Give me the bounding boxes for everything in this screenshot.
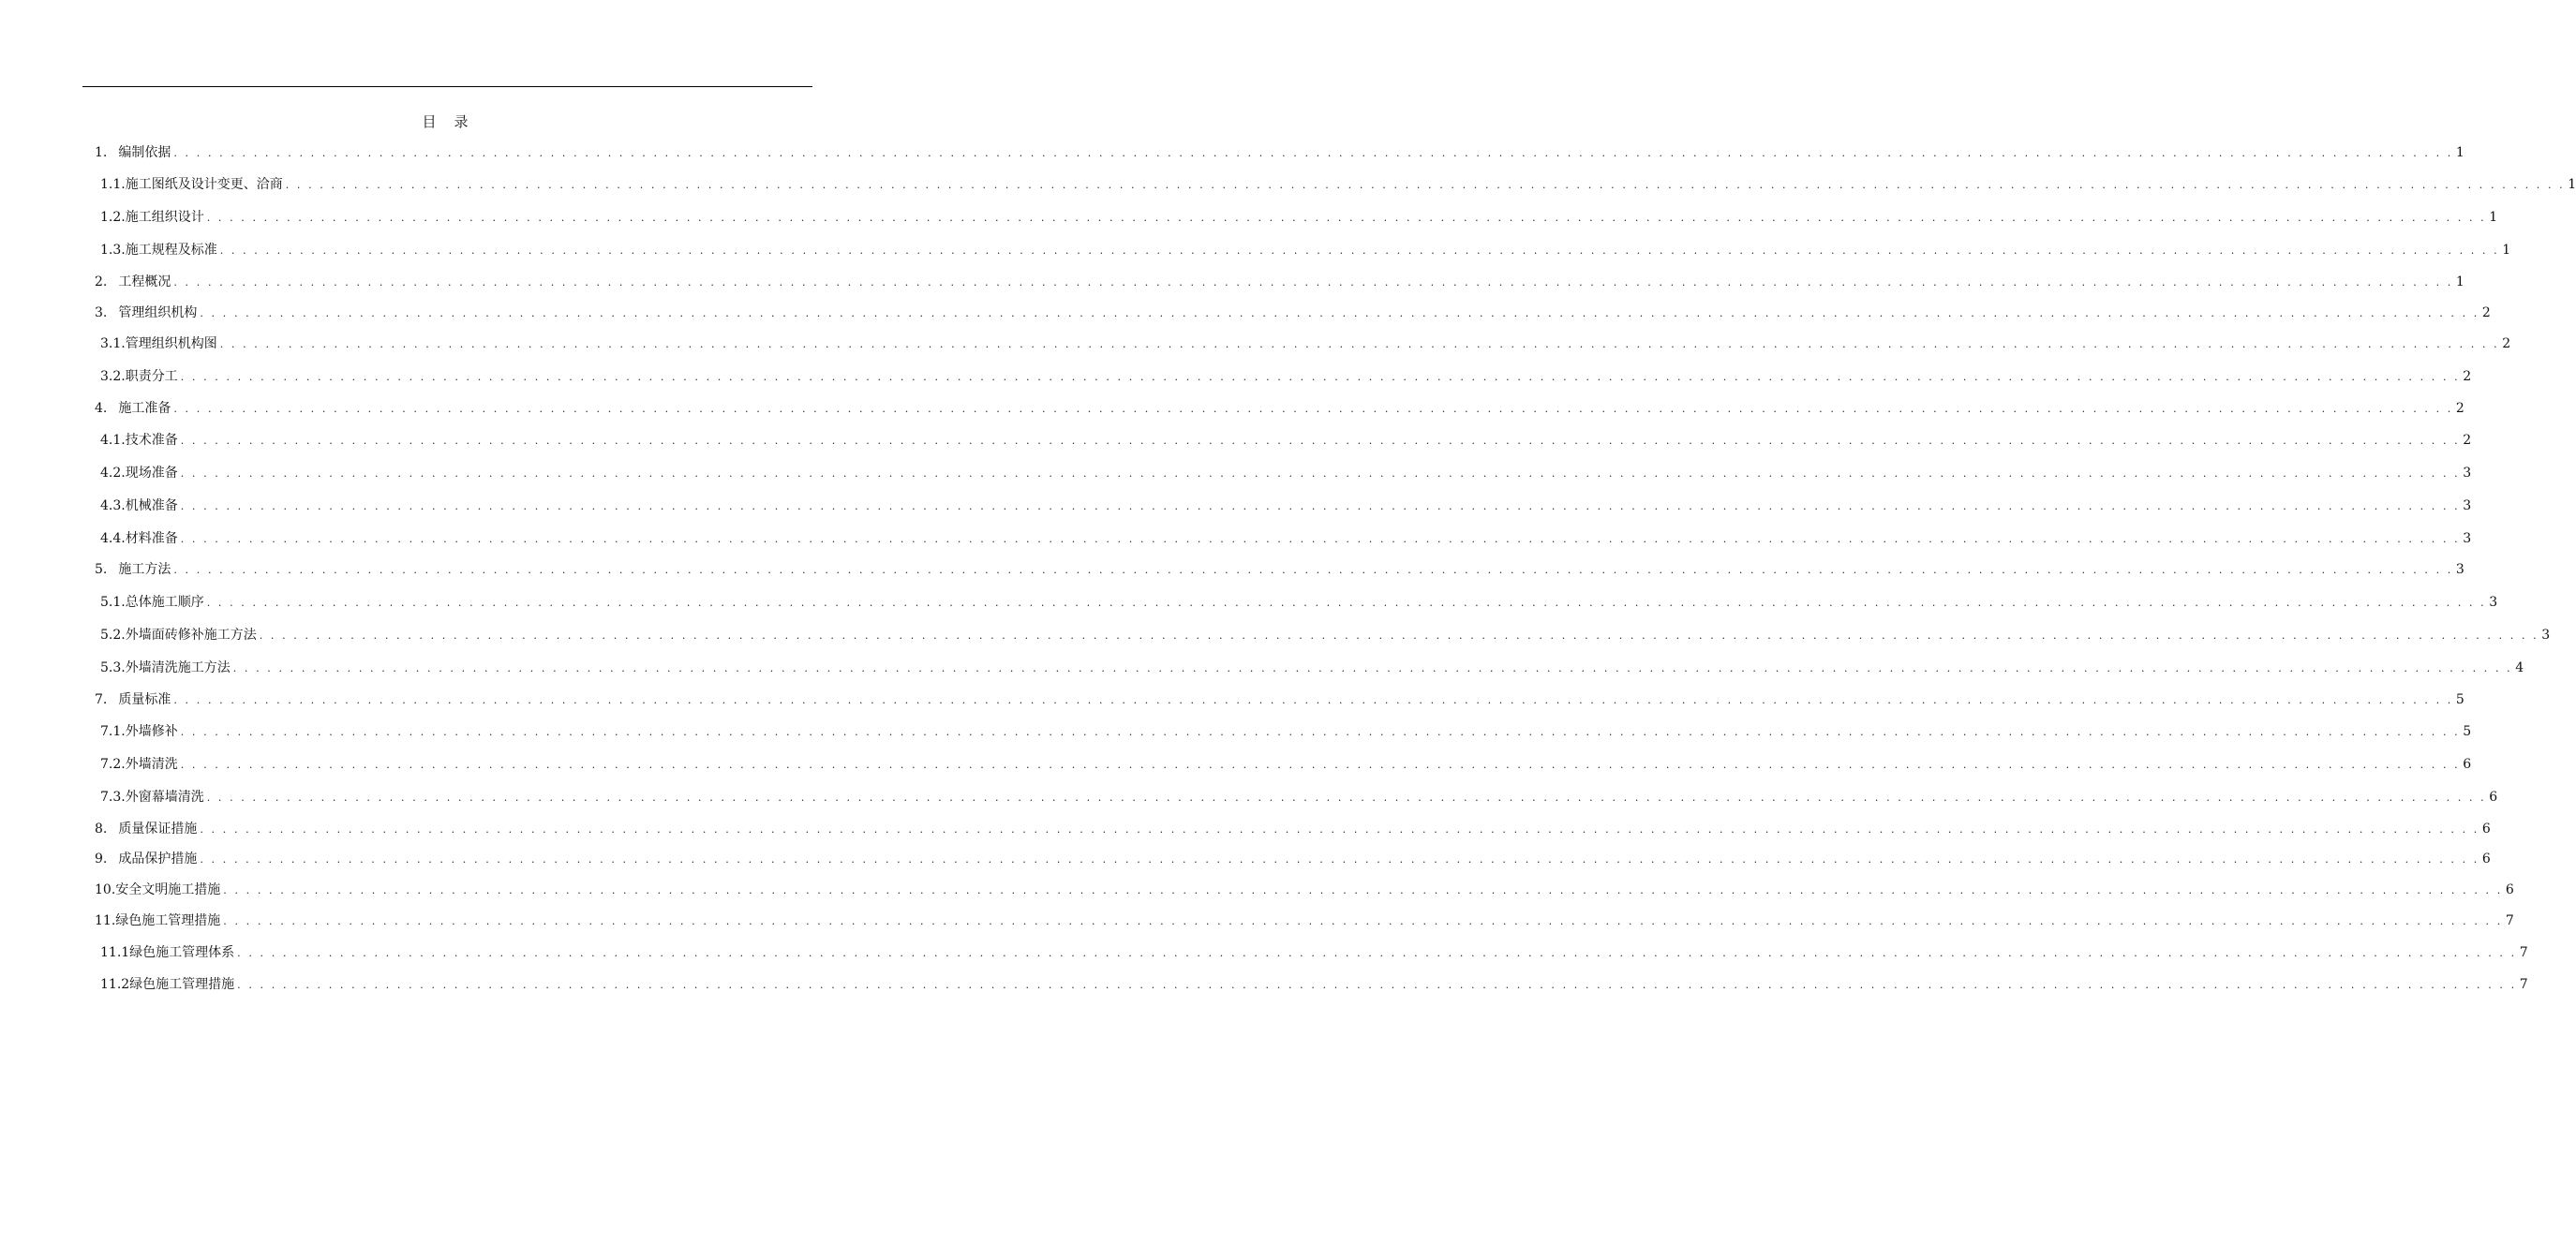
toc-entry-title: 成品保护措施	[118, 852, 198, 866]
toc-entry-number: 4.1.	[100, 433, 126, 448]
toc-entry[interactable]	[95, 690, 2464, 709]
header-rule	[82, 86, 812, 87]
toc-entry-page: 1	[2455, 145, 2464, 160]
toc-title: 目 录	[422, 113, 469, 130]
toc-entry-number: 1.2.	[100, 210, 126, 225]
dot-leader: . . . . . . . . . . . . . . . . . . . . . . . . . . . . . . . . . . . . . . . . . . . . . . . . . . . . . . . . . . . . . . . . . . . . . . . . . . . . . . . . . . . . . . . . . . . . . . . . . . . . . . . . . . . . . . . . . . . . . . . . . . . . . . . . . . . . . . . . . . . . . . . . . . . . . . . . . . . . . . . . . . . . . . . . . . . . . . . . . . . . . . . . . . . . . . . . . . . . . . . .	[232, 662, 2513, 674]
toc-entry-title: 质量标准	[118, 692, 171, 707]
toc-entry-page: 3	[2489, 595, 2498, 610]
toc-entry-number: 4.4.	[100, 531, 126, 546]
toc-entry-page: 5	[2455, 692, 2464, 707]
toc-entry[interactable]	[100, 626, 2551, 644]
toc-entry-title: 编制依据	[118, 145, 171, 160]
toc-entry-number: 4.	[95, 401, 108, 416]
toc-entry-number: 7.	[95, 692, 108, 707]
toc-entry-title: 机械准备	[125, 498, 178, 513]
toc-entry-title: 施工方法	[118, 562, 171, 577]
toc-entry-title: 绿色施工管理体系	[129, 945, 235, 960]
dot-leader: . . . . . . . . . . . . . . . . . . . . . . . . . . . . . . . . . . . . . . . . . . . . . . . . . . . . . . . . . . . . . . . . . . . . . . . . . . . . . . . . . . . . . . . . . . . . . . . . . . . . . . . . . . . . . . . . . . . . . . . . . . . . . . . . . . . . . . . . . . . . . . . . . . . . . . . . . . . . . . . . . . . . . . . . . . . . . . . . . . . . . . . . . . . . . . . . . . . . . . . .	[173, 403, 2453, 415]
toc-entry-title: 总体施工顺序	[125, 595, 204, 610]
toc-entry-page: 2	[2502, 336, 2511, 351]
toc-entry[interactable]	[100, 755, 2472, 774]
toc-entry-page: 3	[2463, 466, 2472, 481]
toc-entry-number: 1.3.	[100, 243, 126, 258]
toc-entry[interactable]	[95, 143, 2464, 162]
toc-entry[interactable]	[95, 881, 2514, 899]
dot-leader: . . . . . . . . . . . . . . . . . . . . . . . . . . . . . . . . . . . . . . . . . . . . . . . . . . . . . . . . . . . . . . . . . . . . . . . . . . . . . . . . . . . . . . . . . . . . . . . . . . . . . . . . . . . . . . . . . . . . . . . . . . . . . . . . . . . . . . . . . . . . . . . . . . . . . . . . . . . . . . . . . . . . . . . . . . . . . . . . . . . . . . . . . . . . . . . . . . . . . . . .	[173, 147, 2453, 159]
dot-leader: . . . . . . . . . . . . . . . . . . . . . . . . . . . . . . . . . . . . . . . . . . . . . . . . . . . . . . . . . . . . . . . . . . . . . . . . . . . . . . . . . . . . . . . . . . . . . . . . . . . . . . . . . . . . . . . . . . . . . . . . . . . . . . . . . . . . . . . . . . . . . . . . . . . . . . . . . . . . . . . . . . . . . . . . . . . . . . . . . . . . . . . . . . . . . . . . . . . . . . . .	[180, 435, 2461, 447]
dot-leader: . . . . . . . . . . . . . . . . . . . . . . . . . . . . . . . . . . . . . . . . . . . . . . . . . . . . . . . . . . . . . . . . . . . . . . . . . . . . . . . . . . . . . . . . . . . . . . . . . . . . . . . . . . . . . . . . . . . . . . . . . . . . . . . . . . . . . . . . . . . . . . . . . . . . . . . . . . . . . . . . . . . . . . . . . . . . . . . . . . . . . . . . . . . . . . . . . . . . . . . .	[180, 533, 2461, 545]
toc-entry[interactable]	[100, 431, 2472, 450]
toc-entry-page: 6	[2463, 757, 2472, 772]
toc-entry-title: 外墙清洗施工方法	[125, 660, 231, 675]
dot-leader: . . . . . . . . . . . . . . . . . . . . . . . . . . . . . . . . . . . . . . . . . . . . . . . . . . . . . . . . . . . . . . . . . . . . . . . . . . . . . . . . . . . . . . . . . . . . . . . . . . . . . . . . . . . . . . . . . . . . . . . . . . . . . . . . . . . . . . . . . . . . . . . . . . . . . . . . . . . . . . . . . . . . . . . . . . . . . . . . . . . . . . . . . . . . . . . . . . . . . . . .	[206, 597, 2487, 609]
toc-entry-number: 10.	[95, 882, 116, 897]
toc-entry-title: 管理组织机构	[118, 305, 198, 320]
dot-leader: . . . . . . . . . . . . . . . . . . . . . . . . . . . . . . . . . . . . . . . . . . . . . . . . . . . . . . . . . . . . . . . . . . . . . . . . . . . . . . . . . . . . . . . . . . . . . . . . . . . . . . . . . . . . . . . . . . . . . . . . . . . . . . . . . . . . . . . . . . . . . . . . . . . . . . . . . . . . . . . . . . . . . . . . . . . . . . . . . . . . . . . . . . . . . . . . . . . . . . . .	[173, 276, 2453, 289]
dot-leader: . . . . . . . . . . . . . . . . . . . . . . . . . . . . . . . . . . . . . . . . . . . . . . . . . . . . . . . . . . . . . . . . . . . . . . . . . . . . . . . . . . . . . . . . . . . . . . . . . . . . . . . . . . . . . . . . . . . . . . . . . . . . . . . . . . . . . . . . . . . . . . . . . . . . . . . . . . . . . . . . . . . . . . . . . . . . . . . . . . . . . . . . . . . . . . . . . . . . . . . .	[173, 564, 2453, 576]
toc-entry-number: 1.1.	[100, 177, 126, 192]
toc-entry-number: 7.2.	[100, 757, 126, 772]
toc-entry-page: 6	[2505, 882, 2514, 897]
toc-entry-number: 2.	[95, 274, 108, 289]
toc-entry[interactable]	[95, 560, 2464, 579]
toc-entry-page: 1	[2502, 243, 2511, 258]
dot-leader: . . . . . . . . . . . . . . . . . . . . . . . . . . . . . . . . . . . . . . . . . . . . . . . . . . . . . . . . . . . . . . . . . . . . . . . . . . . . . . . . . . . . . . . . . . . . . . . . . . . . . . . . . . . . . . . . . . . . . . . . . . . . . . . . . . . . . . . . . . . . . . . . . . . . . . . . . . . . . . . . . . . . . . . . . . . . . . . . . . . . . . . . . . . . . . . . . . . . . . . .	[180, 759, 2461, 771]
toc-entry-title: 施工准备	[118, 401, 171, 416]
toc-entry-page: 2	[2463, 369, 2472, 384]
toc-entry-title: 绿色施工管理措施	[129, 977, 235, 992]
dot-leader: . . . . . . . . . . . . . . . . . . . . . . . . . . . . . . . . . . . . . . . . . . . . . . . . . . . . . . . . . . . . . . . . . . . . . . . . . . . . . . . . . . . . . . . . . . . . . . . . . . . . . . . . . . . . . . . . . . . . . . . . . . . . . . . . . . . . . . . . . . . . . . . . . . . . . . . . . . . . . . . . . . . . . . . . . . . . . . . . . . . . . . . . . . . . . . . . . . . . . . . .	[219, 338, 2500, 350]
dot-leader: . . . . . . . . . . . . . . . . . . . . . . . . . . . . . . . . . . . . . . . . . . . . . . . . . . . . . . . . . . . . . . . . . . . . . . . . . . . . . . . . . . . . . . . . . . . . . . . . . . . . . . . . . . . . . . . . . . . . . . . . . . . . . . . . . . . . . . . . . . . . . . . . . . . . . . . . . . . . . . . . . . . . . . . . . . . . . . . . . . . . . . . . . . . . . . . . . . . . . . . .	[219, 244, 2500, 257]
toc-entry-number: 4.3.	[100, 498, 126, 513]
toc-entry-page: 7	[2519, 977, 2528, 992]
toc-entry-title: 施工组织设计	[125, 210, 204, 225]
toc-entry[interactable]	[100, 943, 2528, 962]
toc-entry[interactable]	[95, 304, 2491, 322]
toc-entry-title: 绿色施工管理措施	[115, 913, 221, 928]
toc-entry-page: 3	[2463, 498, 2472, 513]
toc-entry-number: 9.	[95, 852, 108, 866]
toc-entry-page: 6	[2481, 822, 2491, 837]
dot-leader: . . . . . . . . . . . . . . . . . . . . . . . . . . . . . . . . . . . . . . . . . . . . . . . . . . . . . . . . . . . . . . . . . . . . . . . . . . . . . . . . . . . . . . . . . . . . . . . . . . . . . . . . . . . . . . . . . . . . . . . . . . . . . . . . . . . . . . . . . . . . . . . . . . . . . . . . . . . . . . . . . . . . . . . . . . . . . . . . . . . . . . . . . . . . . . . . . . . . . . . .	[237, 979, 2517, 991]
toc-entry-title: 技术准备	[125, 433, 178, 448]
toc-entry[interactable]	[100, 334, 2511, 353]
toc-entry-number: 11.	[95, 913, 116, 928]
toc-entry-number: 3.2.	[100, 369, 126, 384]
toc-entry-number: 11.1	[100, 945, 130, 960]
toc-entry[interactable]	[95, 911, 2514, 930]
toc-entry-page: 2	[2463, 433, 2472, 448]
toc-entry[interactable]	[100, 241, 2511, 259]
toc-entry-title: 现场准备	[125, 466, 178, 481]
toc-entry-page: 1	[2568, 177, 2576, 192]
toc-entry-number: 5.2.	[100, 628, 126, 643]
toc-entry-title: 外窗幕墙清洗	[125, 790, 204, 805]
toc-entry-page: 3	[2541, 628, 2551, 643]
toc-entry-page: 7	[2505, 913, 2514, 928]
toc-entry-page: 3	[2455, 562, 2464, 577]
dot-leader: . . . . . . . . . . . . . . . . . . . . . . . . . . . . . . . . . . . . . . . . . . . . . . . . . . . . . . . . . . . . . . . . . . . . . . . . . . . . . . . . . . . . . . . . . . . . . . . . . . . . . . . . . . . . . . . . . . . . . . . . . . . . . . . . . . . . . . . . . . . . . . . . . . . . . . . . . . . . . . . . . . . . . . . . . . . . . . . . . . . . . . . . . . . . . . . . . . . . . . . .	[173, 694, 2453, 706]
toc-entry-number: 5.1.	[100, 595, 126, 610]
dot-leader: . . . . . . . . . . . . . . . . . . . . . . . . . . . . . . . . . . . . . . . . . . . . . . . . . . . . . . . . . . . . . . . . . . . . . . . . . . . . . . . . . . . . . . . . . . . . . . . . . . . . . . . . . . . . . . . . . . . . . . . . . . . . . . . . . . . . . . . . . . . . . . . . . . . . . . . . . . . . . . . . . . . . . . . . . . . . . . . . . . . . . . . . . . . . . . . . . . . . . . . .	[180, 467, 2461, 480]
toc-entry-number: 11.2	[100, 977, 130, 992]
toc-entry-title: 外墙面砖修补施工方法	[125, 628, 257, 643]
toc-entry-title: 外墙修补	[125, 724, 178, 739]
toc-entry[interactable]	[100, 722, 2472, 741]
toc-entry-number: 3.1.	[100, 336, 126, 351]
dot-leader: . . . . . . . . . . . . . . . . . . . . . . . . . . . . . . . . . . . . . . . . . . . . . . . . . . . . . . . . . . . . . . . . . . . . . . . . . . . . . . . . . . . . . . . . . . . . . . . . . . . . . . . . . . . . . . . . . . . . . . . . . . . . . . . . . . . . . . . . . . . . . . . . . . . . . . . . . . . . . . . . . . . . . . . . . . . . . . . . . . . . . . . . . . . . . . . . . . . . . . . .	[206, 792, 2487, 804]
dot-leader: . . . . . . . . . . . . . . . . . . . . . . . . . . . . . . . . . . . . . . . . . . . . . . . . . . . . . . . . . . . . . . . . . . . . . . . . . . . . . . . . . . . . . . . . . . . . . . . . . . . . . . . . . . . . . . . . . . . . . . . . . . . . . . . . . . . . . . . . . . . . . . . . . . . . . . . . . . . . . . . . . . . . . . . . . . . . . . . . . . . . . . . . . . . . . . . . . . . . . . . .	[180, 371, 2461, 383]
toc-entry-page: 5	[2463, 724, 2472, 739]
toc-entry[interactable]	[100, 529, 2472, 548]
toc-entry-page: 1	[2489, 210, 2498, 225]
toc-entry-page: 2	[2455, 401, 2464, 416]
toc-entry-title: 管理组织机构图	[125, 336, 217, 351]
toc-entry[interactable]	[100, 175, 2576, 194]
toc-entry-number: 5.	[95, 562, 108, 577]
toc-entry[interactable]	[100, 975, 2528, 994]
toc-entry-number: 1.	[95, 145, 108, 160]
dot-leader: . . . . . . . . . . . . . . . . . . . . . . . . . . . . . . . . . . . . . . . . . . . . . . . . . . . . . . . . . . . . . . . . . . . . . . . . . . . . . . . . . . . . . . . . . . . . . . . . . . . . . . . . . . . . . . . . . . . . . . . . . . . . . . . . . . . . . . . . . . . . . . . . . . . . . . . . . . . . . . . . . . . . . . . . . . . . . . . . . . . . . . . . . . . . . . . . . . . . . . . .	[200, 823, 2479, 836]
toc-entry-page: 1	[2455, 274, 2464, 289]
toc-entry-title: 职责分工	[125, 369, 178, 384]
toc-entry-title: 质量保证措施	[118, 822, 198, 837]
dot-leader: . . . . . . . . . . . . . . . . . . . . . . . . . . . . . . . . . . . . . . . . . . . . . . . . . . . . . . . . . . . . . . . . . . . . . . . . . . . . . . . . . . . . . . . . . . . . . . . . . . . . . . . . . . . . . . . . . . . . . . . . . . . . . . . . . . . . . . . . . . . . . . . . . . . . . . . . . . . . . . . . . . . . . . . . . . . . . . . . . . . . . . . . . . . . . . . . . . . . . . . .	[180, 500, 2461, 512]
dot-leader: . . . . . . . . . . . . . . . . . . . . . . . . . . . . . . . . . . . . . . . . . . . . . . . . . . . . . . . . . . . . . . . . . . . . . . . . . . . . . . . . . . . . . . . . . . . . . . . . . . . . . . . . . . . . . . . . . . . . . . . . . . . . . . . . . . . . . . . . . . . . . . . . . . . . . . . . . . . . . . . . . . . . . . . . . . . . . . . . . . . . . . . . . . . . . . . . . . . . . . . .	[259, 630, 2539, 642]
toc-entry[interactable]	[100, 788, 2498, 807]
toc-entry[interactable]	[100, 593, 2498, 612]
toc-entry[interactable]	[100, 659, 2524, 677]
toc-entry-page: 6	[2481, 852, 2491, 866]
dot-leader: . . . . . . . . . . . . . . . . . . . . . . . . . . . . . . . . . . . . . . . . . . . . . . . . . . . . . . . . . . . . . . . . . . . . . . . . . . . . . . . . . . . . . . . . . . . . . . . . . . . . . . . . . . . . . . . . . . . . . . . . . . . . . . . . . . . . . . . . . . . . . . . . . . . . . . . . . . . . . . . . . . . . . . . . . . . . . . . . . . . . . . . . . . . . . . . . . . . . . . . .	[223, 884, 2503, 896]
dot-leader: . . . . . . . . . . . . . . . . . . . . . . . . . . . . . . . . . . . . . . . . . . . . . . . . . . . . . . . . . . . . . . . . . . . . . . . . . . . . . . . . . . . . . . . . . . . . . . . . . . . . . . . . . . . . . . . . . . . . . . . . . . . . . . . . . . . . . . . . . . . . . . . . . . . . . . . . . . . . . . . . . . . . . . . . . . . . . . . . . . . . . . . . . . . . . . . . . . . . . . . .	[206, 212, 2487, 224]
toc-entry-page: 6	[2489, 790, 2498, 805]
toc-entry-page: 4	[2515, 660, 2524, 675]
toc-entry-number: 8.	[95, 822, 108, 837]
toc-entry[interactable]	[95, 850, 2491, 868]
dot-leader: . . . . . . . . . . . . . . . . . . . . . . . . . . . . . . . . . . . . . . . . . . . . . . . . . . . . . . . . . . . . . . . . . . . . . . . . . . . . . . . . . . . . . . . . . . . . . . . . . . . . . . . . . . . . . . . . . . . . . . . . . . . . . . . . . . . . . . . . . . . . . . . . . . . . . . . . . . . . . . . . . . . . . . . . . . . . . . . . . . . . . . . . . . . . . . . . . . . . . . . .	[285, 179, 2566, 191]
toc-entry[interactable]	[100, 464, 2472, 482]
toc-entry-number: 4.2.	[100, 466, 126, 481]
toc-entry-page: 7	[2519, 945, 2528, 960]
toc-entry-number: 7.1.	[100, 724, 126, 739]
toc-entry-number: 7.3.	[100, 790, 126, 805]
toc-entry[interactable]	[100, 367, 2472, 386]
toc-entry-title: 施工规程及标准	[125, 243, 217, 258]
toc-entry-page: 3	[2463, 531, 2472, 546]
toc-entry-title: 施工图纸及设计变更、洽商	[125, 177, 283, 192]
toc-entry[interactable]	[100, 208, 2498, 227]
toc-entry-number: 5.3.	[100, 660, 126, 675]
toc-entry[interactable]	[95, 399, 2464, 418]
dot-leader: . . . . . . . . . . . . . . . . . . . . . . . . . . . . . . . . . . . . . . . . . . . . . . . . . . . . . . . . . . . . . . . . . . . . . . . . . . . . . . . . . . . . . . . . . . . . . . . . . . . . . . . . . . . . . . . . . . . . . . . . . . . . . . . . . . . . . . . . . . . . . . . . . . . . . . . . . . . . . . . . . . . . . . . . . . . . . . . . . . . . . . . . . . . . . . . . . . . . . . . .	[200, 853, 2479, 866]
toc-entry-title: 材料准备	[125, 531, 178, 546]
toc-entry-title: 安全文明施工措施	[115, 882, 221, 897]
dot-leader: . . . . . . . . . . . . . . . . . . . . . . . . . . . . . . . . . . . . . . . . . . . . . . . . . . . . . . . . . . . . . . . . . . . . . . . . . . . . . . . . . . . . . . . . . . . . . . . . . . . . . . . . . . . . . . . . . . . . . . . . . . . . . . . . . . . . . . . . . . . . . . . . . . . . . . . . . . . . . . . . . . . . . . . . . . . . . . . . . . . . . . . . . . . . . . . . . . . . . . . .	[237, 947, 2517, 959]
toc-entry-title: 工程概况	[118, 274, 171, 289]
toc-entry-number: 3.	[95, 305, 108, 320]
dot-leader: . . . . . . . . . . . . . . . . . . . . . . . . . . . . . . . . . . . . . . . . . . . . . . . . . . . . . . . . . . . . . . . . . . . . . . . . . . . . . . . . . . . . . . . . . . . . . . . . . . . . . . . . . . . . . . . . . . . . . . . . . . . . . . . . . . . . . . . . . . . . . . . . . . . . . . . . . . . . . . . . . . . . . . . . . . . . . . . . . . . . . . . . . . . . . . . . . . . . . . . .	[200, 307, 2479, 319]
dot-leader: . . . . . . . . . . . . . . . . . . . . . . . . . . . . . . . . . . . . . . . . . . . . . . . . . . . . . . . . . . . . . . . . . . . . . . . . . . . . . . . . . . . . . . . . . . . . . . . . . . . . . . . . . . . . . . . . . . . . . . . . . . . . . . . . . . . . . . . . . . . . . . . . . . . . . . . . . . . . . . . . . . . . . . . . . . . . . . . . . . . . . . . . . . . . . . . . . . . . . . . .	[223, 915, 2503, 927]
dot-leader: . . . . . . . . . . . . . . . . . . . . . . . . . . . . . . . . . . . . . . . . . . . . . . . . . . . . . . . . . . . . . . . . . . . . . . . . . . . . . . . . . . . . . . . . . . . . . . . . . . . . . . . . . . . . . . . . . . . . . . . . . . . . . . . . . . . . . . . . . . . . . . . . . . . . . . . . . . . . . . . . . . . . . . . . . . . . . . . . . . . . . . . . . . . . . . . . . . . . . . . .	[180, 726, 2461, 738]
toc-entry[interactable]	[95, 273, 2464, 291]
toc-entry[interactable]	[95, 820, 2491, 838]
toc-entry-page: 2	[2481, 305, 2491, 320]
toc-entry[interactable]	[100, 496, 2472, 515]
toc-entry-title: 外墙清洗	[125, 757, 178, 772]
